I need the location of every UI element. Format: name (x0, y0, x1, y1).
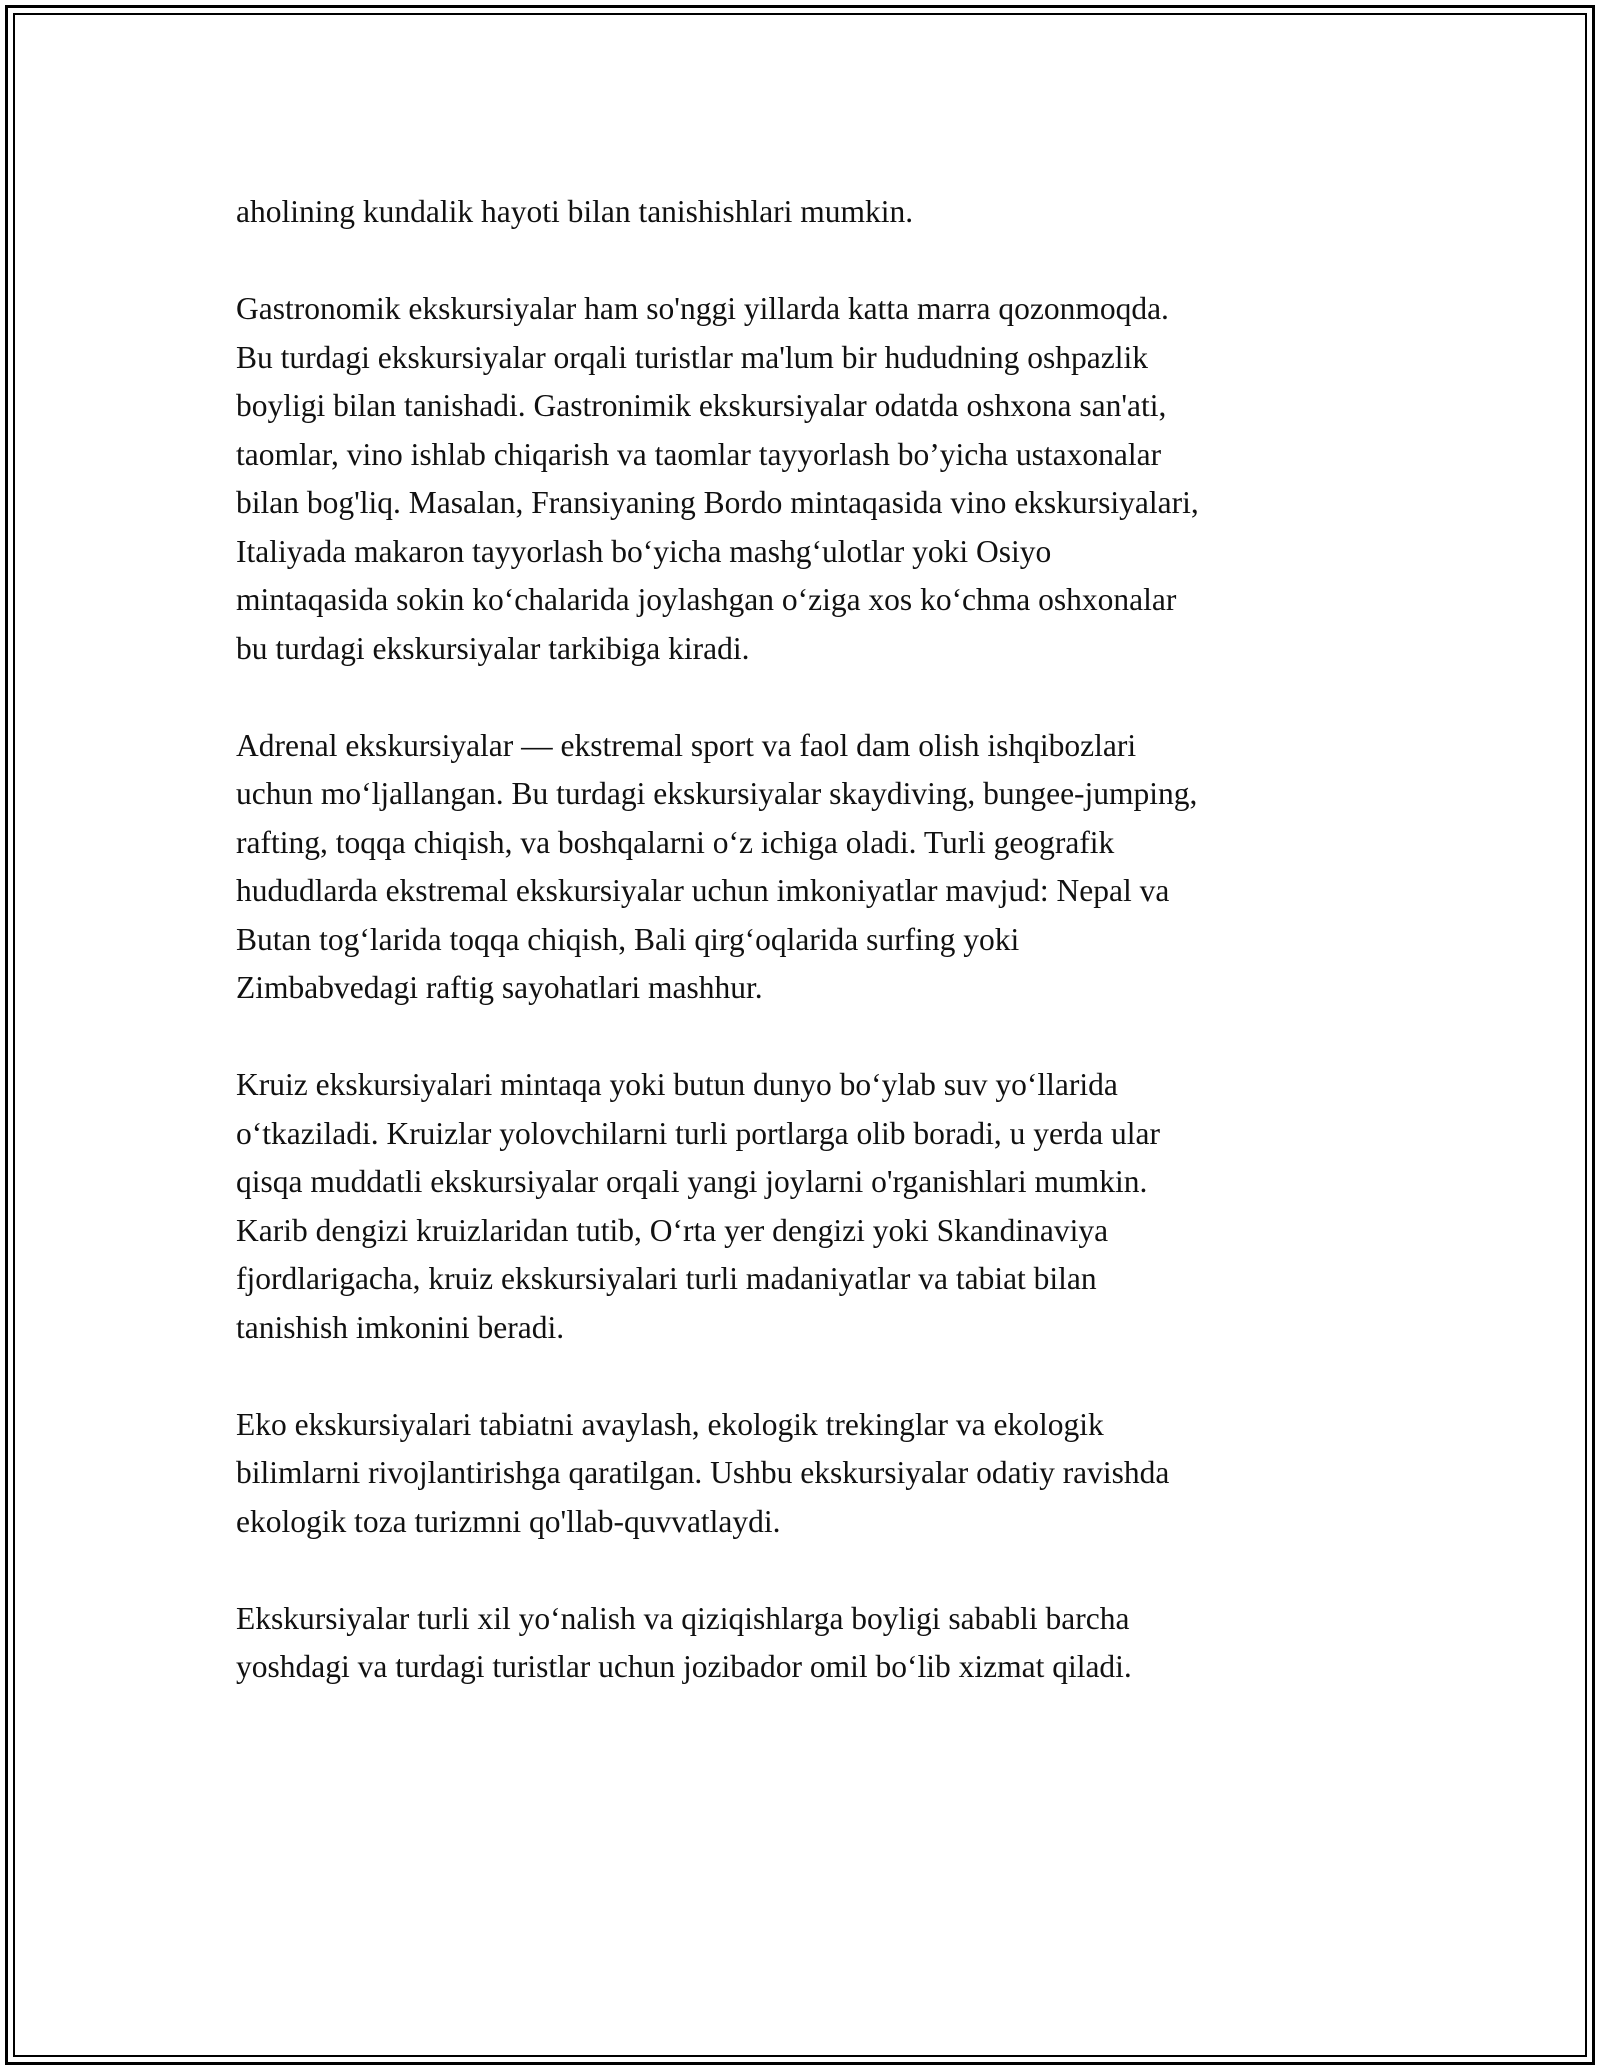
paragraph-daily-life: aholining kundalik hayoti bilan tanishishlari mumkin. (236, 194, 914, 229)
paragraph-eco-excursions: Eko ekskursiyalari tabiatni avaylash, ekologik trekinglar va ekologik bilimlarni rivojlantirishga qaratilgan. Ushbu ekskursiyalar odatiy ravishda ekologik toza turizmni qo'llab-quvvatlaydi. (236, 1406, 1170, 1539)
paragraph-cruise-excursions: Kruiz ekskursiyalari mintaqa yoki butun dunyo bo‘ylab suv yo‘llarida o‘tkaziladi. Kruizlar yolovchilarni turli portlarga olib boradi, u yerda ular qisqa muddatli ekskursiyalar orqali yangi joylarni o'rganishlari mumkin. Karib dengizi kruizlaridan tutib, O‘rta yer dengizi yoki Skandinaviya fjordlarigacha, kruiz ekskursiyalari turli madaniyatlar va tabiat bilan tanishish imkonini beradi. (236, 1067, 1160, 1345)
document-body (236, 188, 1386, 1740)
paragraph-gastronomic-excursions: Gastronomik ekskursiyalar ham so'nggi yillarda katta marra qozonmoqda. Bu turdagi ekskursiyalar orqali turistlar ma'lum bir hududning oshpazlik boyligi bilan tanishadi. Gastronimik ekskursiyalar odatda oshxona san'ati, taomlar, vino ishlab chiqarish va taomlar tayyorlash bo’yicha ustaxonalar bilan bog'liq. Masalan, Fransiyaning Bordo mintaqasida vino ekskursiyalari, Italiyada makaron tayyorlash bo‘yicha mashg‘ulotlar yoki Osiyo mintaqasida sokin ko‘chalarida joylashgan o‘ziga xos ko‘chma oshxonalar bu turdagi ekskursiyalar tarkibiga kiradi. (236, 291, 1199, 666)
paragraph-adrenal-excursions: Adrenal ekskursiyalar — ekstremal sport va faol dam olish ishqibozlari uchun mo‘ljallangan. Bu turdagi ekskursiyalar skaydiving, bungee-jumping, rafting, toqqa chiqish, va boshqalarni o‘z ichiga oladi. Turli geografik hududlarda ekstremal ekskursiyalar uchun imkoniyatlar mavjud: Nepal va Butan tog‘larida toqqa chiqish, Bali qirg‘oqlarida surfing yoki Zimbabvedagi raftig sayohatlari mashhur. (236, 727, 1198, 1005)
paragraph-conclusion: Ekskursiyalar turli xil yo‘nalish va qiziqishlarga boyligi sababli barcha yoshdagi va turdagi turistlar uchun jozibador omil bo‘lib xizmat qiladi. (236, 1600, 1132, 1684)
